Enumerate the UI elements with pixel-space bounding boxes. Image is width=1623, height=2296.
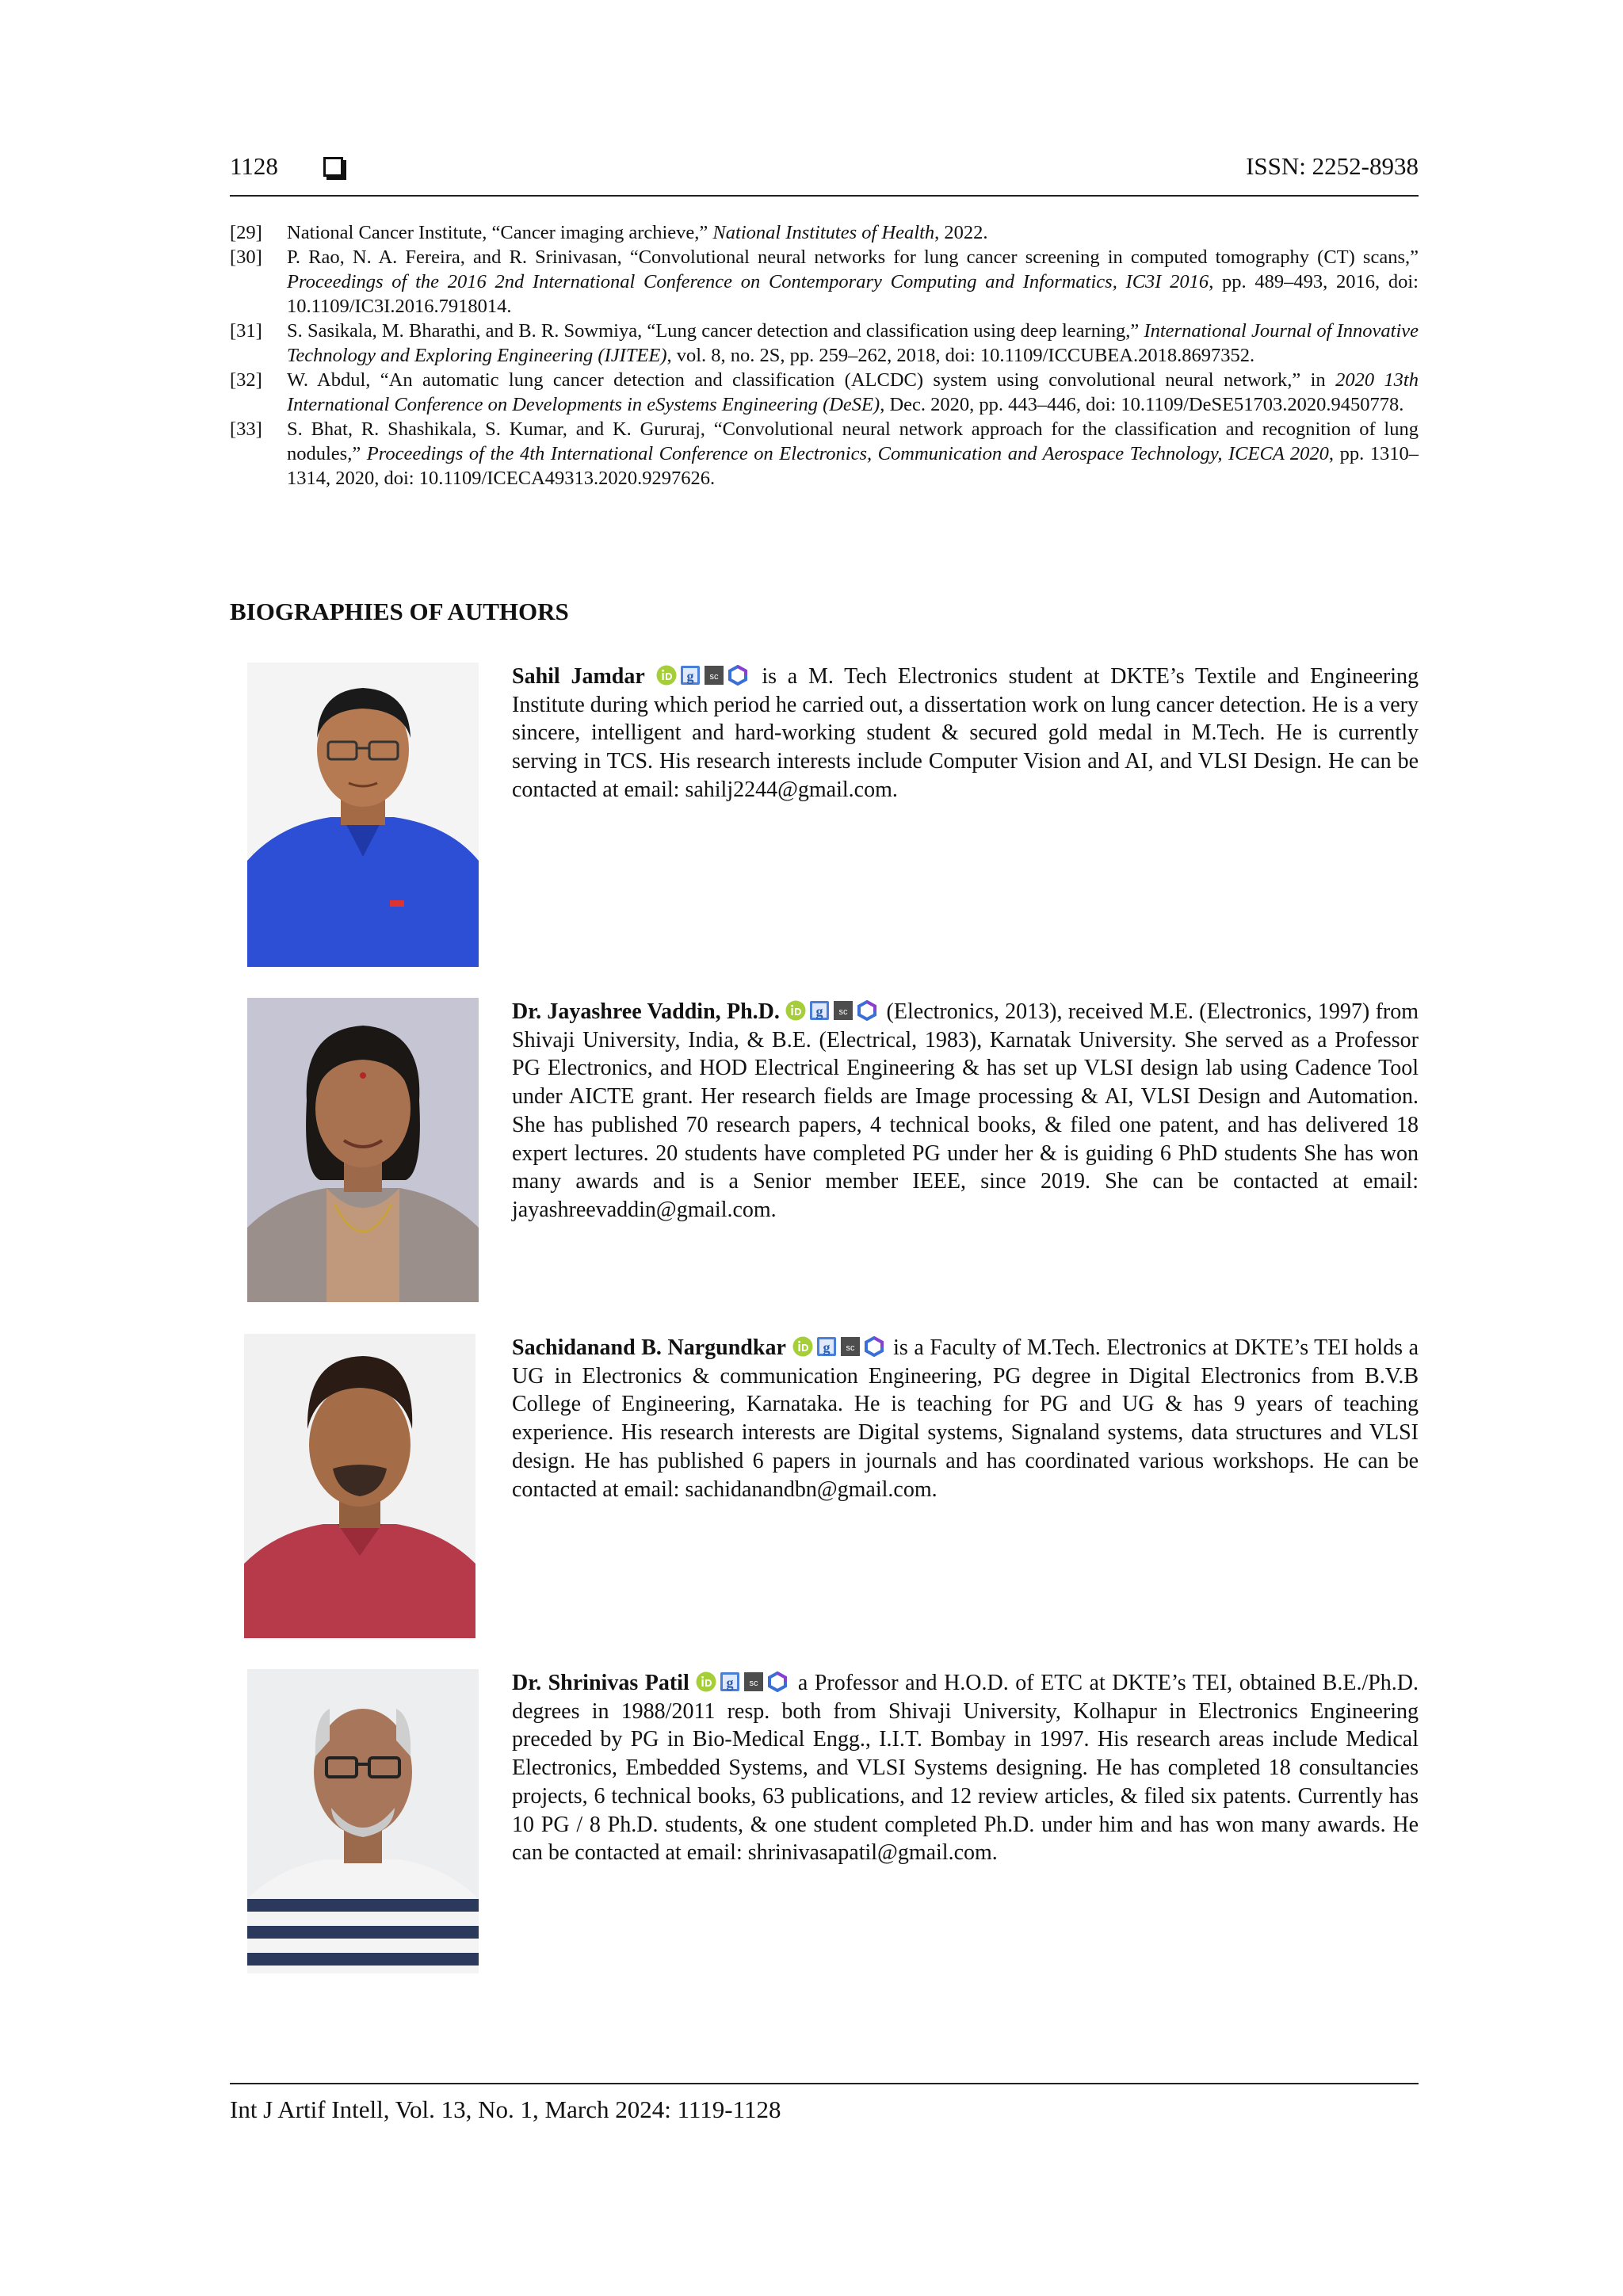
square-bullet-icon — [323, 157, 343, 177]
author-bio-text: a Professor and H.O.D. of ETC at DKTE’s TEI, obtained B.E./Ph.D. degrees in 1988/2011 resp. both from Shivaji University, Kolhapur in Electronics Engineering preceded by PG in Bio-Medical Engg., I.I.T. Bombay in 1997. His research areas include Medical Electronics, Embedded Systems, and VLSI Systems designing. He has completed 18 consultancies projects, 6 technical books, 63 publications, and 12 review articles, & filed six patents. Currently has 10 PG / 8 Ph.D. students, & one student completed Ph.D. under him and has won many awards. He can be contacted at email: shrinivasapatil@gmail.com. — [512, 1671, 1419, 1866]
author-name: Sachidanand B. Nargundkar — [512, 1335, 786, 1360]
publons-icon[interactable] — [864, 1336, 884, 1357]
publons-icon[interactable] — [857, 1000, 877, 1021]
reference-number: [30] — [230, 246, 262, 268]
scopus-icon[interactable] — [704, 665, 724, 686]
reference-number: [31] — [230, 320, 262, 342]
orcid-icon[interactable] — [785, 1000, 806, 1021]
section-title: BIOGRAPHIES OF AUTHORS — [230, 598, 569, 625]
orcid-icon[interactable] — [656, 665, 677, 686]
references-list — [230, 220, 1419, 491]
running-footer — [230, 2083, 1419, 2123]
issn: ISSN: 2252-8938 — [1246, 152, 1419, 180]
bio-text — [512, 998, 1419, 1224]
google-scholar-icon[interactable] — [680, 665, 701, 686]
reference-number: [33] — [230, 418, 262, 440]
scopus-icon[interactable] — [840, 1336, 861, 1357]
author-photo — [247, 663, 479, 967]
reference-item — [230, 245, 1419, 319]
footer-citation: Int J Artif Intell, Vol. 13, No. 1, March 2024: 1119-1128 — [230, 2095, 781, 2123]
scopus-icon[interactable] — [743, 1671, 764, 1692]
author-name: Sahil Jamdar — [512, 664, 645, 689]
author-bio-text: is a Faculty of M.Tech. Electronics at DKTE’s TEI holds a UG in Electronics & communication Engineering, PG degree in Digital Electronics from B.V.B College of Engineering, Karnataka. He is teaching for PG and UG & has 9 years of teaching experience. His research interests are Digital systems, Signaland systems, data structures and VLSI design. He has published 6 papers in journals and has coordinated various workshops. He can be contacted at email: sachidanandbn@gmail.com. — [512, 1335, 1419, 1502]
reference-item — [230, 417, 1419, 491]
google-scholar-icon[interactable] — [809, 1000, 830, 1021]
reference-text: , Dec. 2020, pp. 443–446, doi: 10.1109/DeSE51703.2020.9450778. — [880, 394, 1404, 415]
running-header — [230, 152, 1419, 197]
reference-text: , 2022. — [934, 222, 988, 243]
reference-venue: Proceedings of the 2016 2nd International Conference on Contemporary Computing and Informatics, IC3I 2016 — [287, 271, 1209, 292]
reference-text: National Cancer Institute, “Cancer imaging archieve,” — [287, 222, 713, 243]
google-scholar-icon[interactable] — [816, 1336, 837, 1357]
reference-text: W. Abdul, “An automatic lung cancer detection and classification (ALCDC) system using convolutional neural network,” in — [287, 369, 1336, 391]
reference-item — [230, 368, 1419, 417]
reference-text: , pp. 489–493, 2016, doi: 10.1109/IC3I.2016.7918014. — [287, 271, 1419, 317]
author-bio-text: is a M. Tech Electronics student at DKTE’s Textile and Engineering Institute during which period he carried out, a dissertation work on lung cancer detection. He is a very sincere, intelligent and hard-working student & secured gold medal in M.Tech. He is currently serving in TCS. His research interests include Computer Vision and AI, and VLSI Design. He can be contacted at email: sahilj2244@gmail.com. — [512, 664, 1419, 802]
author-bio-text: (Electronics, 2013), received M.E. (Electronics, 1997) from Shivaji University, India, & B.E. (Electrical, 1983), Karnatak University. She served as a Professor PG Electronics, and HOD Electrical Engineering & has set up VLSI design lab using Cadence Tool under AICTE grant. Her research fields are Image processing & AI, VLSI Design and Automation. She has published 70 research papers, 4 technical books, & filed one patent, and has delivered 18 expert lectures. 20 students have completed PG under her & is guiding 6 PhD students She has won many awards and is a Senior member IEEE, since 2019. She can be contacted at email: jayashreevaddin@gmail.com. — [512, 999, 1419, 1222]
reference-venue: 2020 13th International Conference on Developments in eSystems Engineering (DeSE) — [287, 369, 1419, 415]
author-photo — [247, 998, 479, 1302]
author-name: Dr. Jayashree Vaddin, Ph.D. — [512, 999, 780, 1024]
publons-icon[interactable] — [767, 1671, 788, 1692]
orcid-icon[interactable] — [792, 1336, 813, 1357]
reference-text: S. Sasikala, M. Bharathi, and B. R. Sowmiya, “Lung cancer detection and classification using deep learning,” — [287, 320, 1144, 342]
publons-icon[interactable] — [727, 665, 748, 686]
reference-venue: Proceedings of the 4th International Conference on Electronics, Communication and Aerospace Technology, ICECA 2020 — [366, 443, 1329, 464]
reference-number: [32] — [230, 369, 262, 391]
reference-number: [29] — [230, 222, 262, 243]
reference-venue: National Institutes of Health — [712, 222, 935, 243]
reference-item — [230, 319, 1419, 368]
reference-text: P. Rao, N. A. Fereira, and R. Srinivasan, “Convolutional neural networks for lung cancer screening in computed tomography (CT) scans,” — [287, 246, 1419, 268]
reference-text: , vol. 8, no. 2S, pp. 259–262, 2018, doi: 10.1109/ICCUBEA.2018.8697352. — [666, 345, 1255, 366]
orcid-icon[interactable] — [696, 1671, 716, 1692]
author-photo — [244, 1334, 475, 1638]
author-name: Dr. Shrinivas Patil — [512, 1671, 689, 1695]
reference-item — [230, 220, 1419, 245]
bio-text — [512, 663, 1419, 804]
google-scholar-icon[interactable] — [720, 1671, 740, 1692]
scopus-icon[interactable] — [833, 1000, 854, 1021]
bio-text — [512, 1334, 1419, 1503]
reference-venue: International Journal of Innovative Technology and Exploring Engineering (IJITEE) — [287, 320, 1419, 366]
page-number: 1128 — [230, 152, 278, 180]
author-photo — [247, 1669, 479, 1973]
reference-text: , pp. 1310–1314, 2020, doi: 10.1109/ICECA49313.2020.9297626. — [287, 443, 1419, 489]
reference-text: S. Bhat, R. Shashikala, S. Kumar, and K. Gururaj, “Convolutional neural network approach for the classification and recognition of lung nodules,” — [287, 418, 1419, 464]
bio-text — [512, 1669, 1419, 1867]
